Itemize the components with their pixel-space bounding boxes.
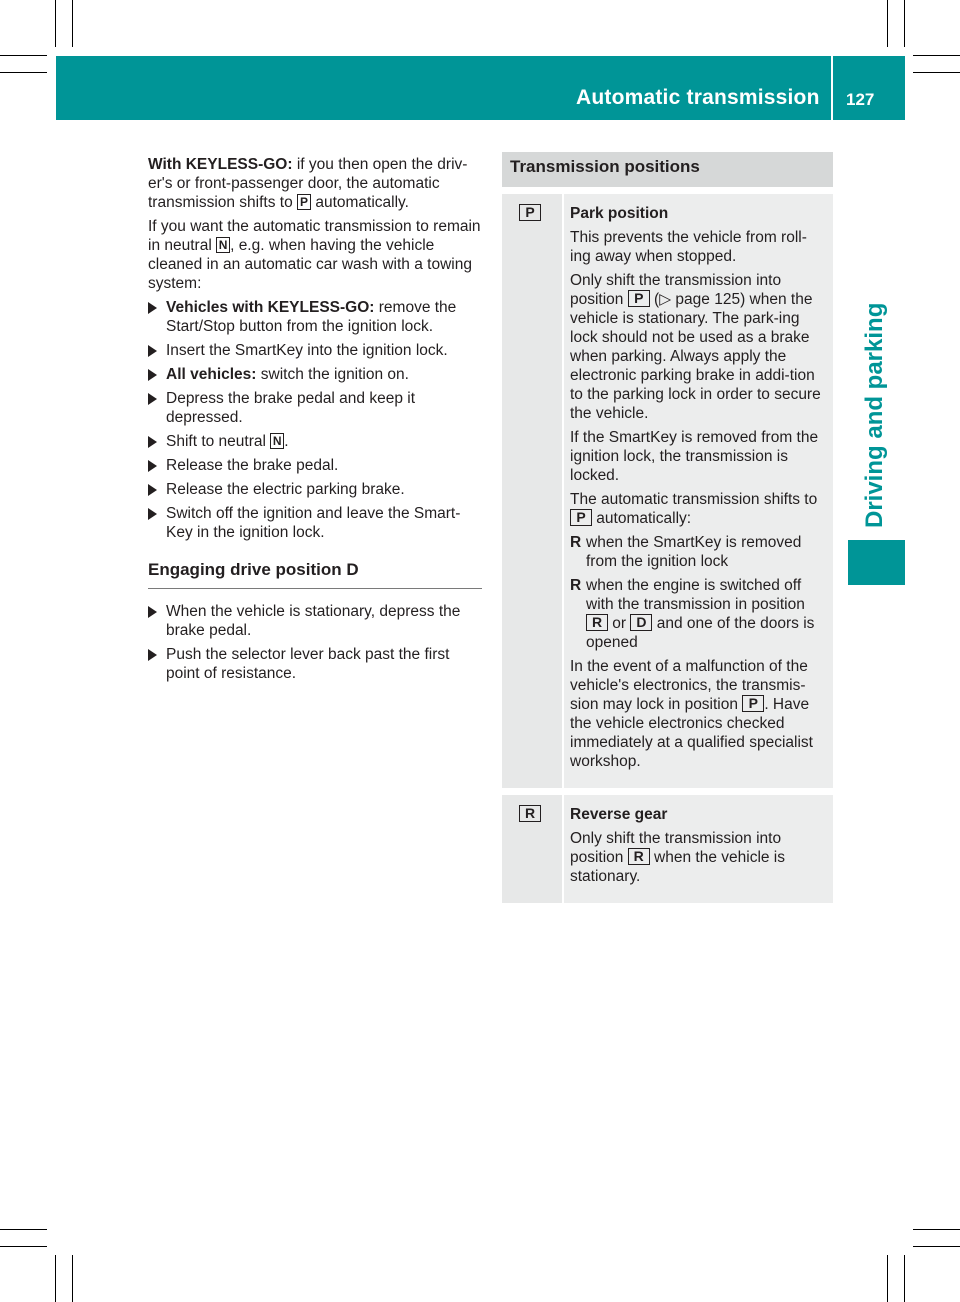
instruction-step: Release the electric parking brake. (148, 480, 482, 499)
park-gear-symbol: P (570, 509, 592, 526)
table-row-park: P Park position This prevents the vehicle from roll-ing away when stopped. Only shift the transmission into position P (▷ page 125) when the vehicle is stationary. The park-ing lock should not be used as a brake when parking. Always apply the electronic parking brake in addi-tion to the parking lock in order to secure the vehicle. If the SmartKey is removed from the ignition lock, the transmission is locked. The automatic transmission shifts to P automatically: R when the SmartKey is removed from the ignition lock R when the engine is switched off with the transmission in position R or D and one of the doors is opened In the event of a malfunction of the vehicle's electronics, the transmis-sion may lock in position P . Have the vehicle electronics checked immediately at a qualified specialist workshop. (502, 194, 833, 788)
row-heading: Reverse gear (570, 806, 668, 823)
crop-mark (904, 0, 905, 47)
side-tab-marker (848, 540, 905, 585)
crop-mark (0, 1246, 47, 1247)
instruction-step: Push the selector lever back past the first point of resistance. (148, 645, 482, 683)
list-item: R when the SmartKey is removed from the ignition lock (570, 534, 802, 570)
step-arrow-icon (148, 484, 157, 496)
reverse-gear-symbol: R (519, 805, 541, 822)
table-row-reverse: R Reverse gear Only shift the transmission into position R when the vehicle is stationary. (502, 795, 833, 903)
crop-mark (913, 72, 960, 73)
park-gear-symbol: P (628, 290, 650, 307)
step-arrow-icon (148, 508, 157, 520)
neutral-paragraph: If you want the automatic transmission to remain in neutral N , e.g. when having the vehicle cleaned in an automatic car wash with a towing system: (148, 218, 481, 292)
instruction-step: Vehicles with KEYLESS-GO: remove the Start/Stop button from the ignition lock. (148, 298, 482, 336)
instruction-step: Shift to neutral N . (148, 432, 482, 451)
row-heading: Park position (570, 205, 669, 222)
instruction-step: All vehicles: switch the ignition on. (148, 365, 482, 384)
step-arrow-icon (148, 345, 157, 357)
crop-mark (55, 1255, 56, 1302)
side-tab-label: Driving and parking (861, 302, 888, 528)
step-arrow-icon (148, 606, 157, 618)
step-arrow-icon (148, 302, 157, 314)
crop-mark (0, 72, 47, 73)
neutral-gear-symbol: N (216, 237, 230, 253)
list-item: R when the engine is switched off with the transmission in position R or D and one of the doors is opened (570, 577, 815, 651)
bullet-icon: R (570, 534, 582, 551)
crop-mark (904, 1255, 905, 1302)
instruction-step: When the vehicle is stationary, depress the brake pedal. (148, 602, 482, 640)
park-gear-symbol: P (297, 194, 311, 210)
transmission-positions-table (502, 152, 833, 910)
left-column (148, 155, 482, 688)
step-arrow-icon (148, 393, 157, 405)
crop-mark (0, 1229, 47, 1230)
crop-mark (55, 0, 56, 47)
drive-gear-symbol: D (630, 614, 652, 631)
crop-mark (887, 0, 888, 47)
chapter-title: Automatic transmission (576, 86, 820, 109)
park-gear-symbol: P (742, 695, 764, 712)
intro-paragraph: With KEYLESS-GO: if you then open the driv-er's or front-passenger door, the automatic transmission shifts to P automatically. (148, 156, 468, 211)
page-number: 127 (846, 90, 875, 109)
crop-mark (913, 1229, 960, 1230)
step-arrow-icon (148, 460, 157, 472)
crop-mark (72, 0, 73, 47)
park-gear-symbol: P (519, 204, 541, 221)
reverse-gear-symbol: R (628, 848, 650, 865)
crop-mark (887, 1255, 888, 1302)
neutral-gear-symbol: N (270, 433, 284, 449)
instruction-step: Switch off the ignition and leave the Smart-Key in the ignition lock. (148, 504, 482, 542)
instruction-step: Insert the SmartKey into the ignition lock. (148, 341, 482, 360)
reverse-gear-symbol: R (586, 614, 608, 631)
crop-mark (72, 1255, 73, 1302)
step-arrow-icon (148, 649, 157, 661)
section-heading: Engaging drive position D (148, 560, 482, 589)
instruction-step: Release the brake pedal. (148, 456, 482, 475)
header-divider (831, 56, 833, 120)
bullet-icon: R (570, 577, 582, 594)
page-reference: (▷ page 125) when the vehicle is stationary. The park-ing lock should not be used as a brake when parking. Always apply the electronic parking brake in addi-tion to the parking lock in order to secure the vehicle. (570, 291, 821, 422)
step-arrow-icon (148, 369, 157, 381)
crop-mark (913, 1246, 960, 1247)
instruction-step: Depress the brake pedal and keep it depressed. (148, 389, 482, 427)
table-title: Transmission positions (502, 152, 833, 194)
step-arrow-icon (148, 436, 157, 448)
crop-mark (913, 55, 960, 56)
crop-mark (0, 55, 47, 56)
